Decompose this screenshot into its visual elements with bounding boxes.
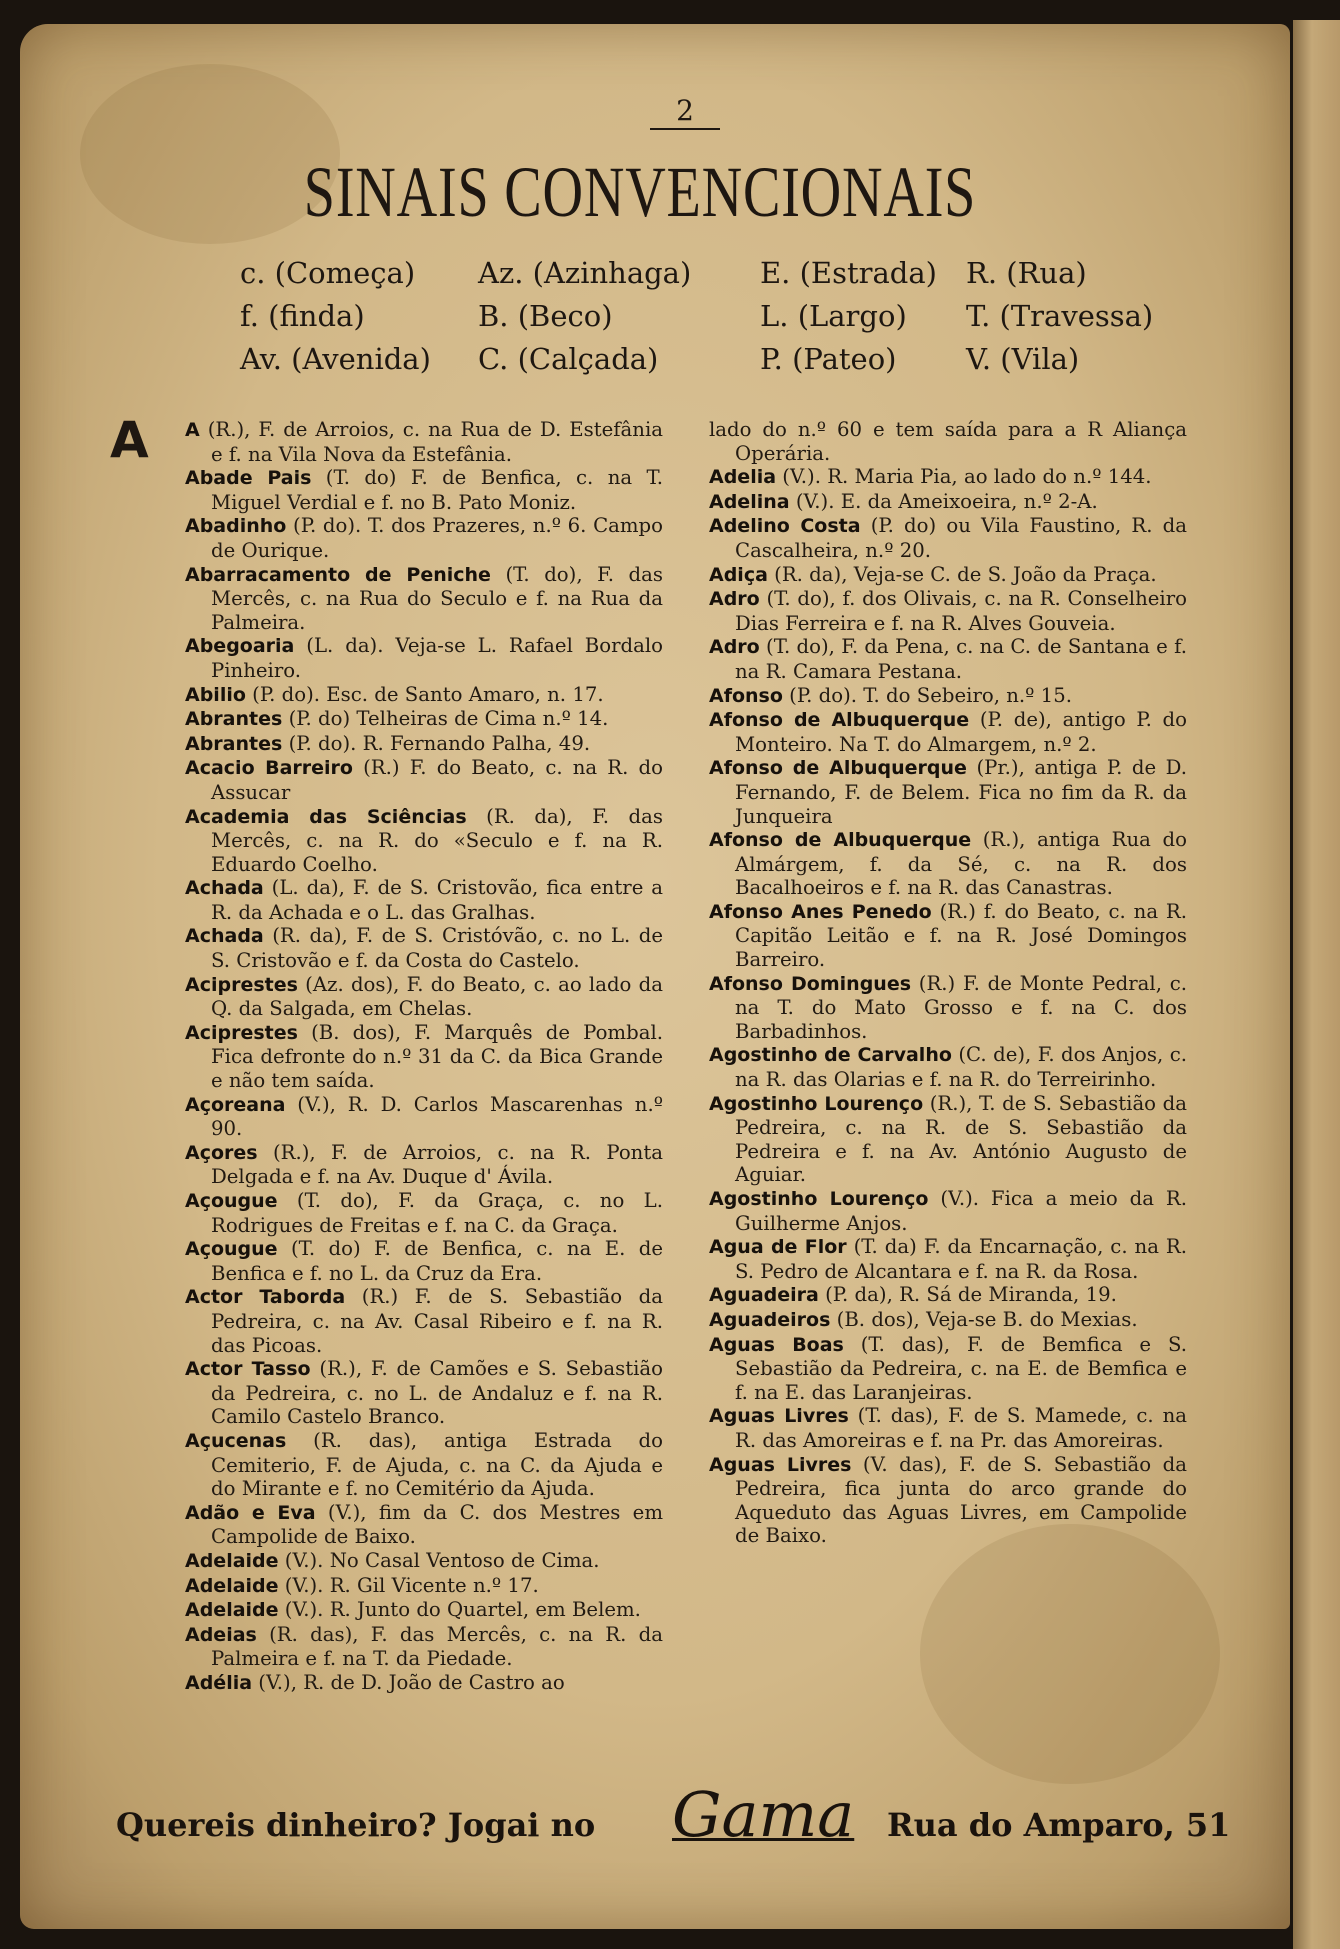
street-description: (P. do). R. Fernando Palha, 49. [282,731,591,755]
street-description: (V.). Fica a meio da R. Guilherme Anjos. [735,1187,1187,1235]
street-description: (R.) F. do Beato, c. na R. do Assucar [211,756,663,804]
street-entry [185,973,663,1021]
street-name: Aciprestes [185,973,298,996]
legend-column-3 [760,252,937,381]
legend-item: f. (finda) [240,299,365,333]
street-description: (R.), F. de Camões e S. Sebastião da Pedreira, c. no L. de Andaluz e f. na R. Camilo Castelo Branco. [211,1357,663,1429]
street-entry [709,1092,1187,1187]
street-description: (V.), R. de D. João de Castro ao [252,1670,565,1694]
street-name: Adelino Costa [709,515,861,538]
street-description: (T. das), F. de Bemfica e S. Sebastião da Pedreira, c. na E. de Bemfica e f. na E. das Laranjeiras. [735,1332,1187,1404]
street-description: (T. do), F. das Mercês, c. na Rua do Seculo e f. na Rua da Palmeira. [211,562,663,634]
street-entry [185,1285,663,1357]
street-entry [185,1021,663,1093]
street-description: (Az. dos), F. do Beato, c. ao lado da Q. da Salgada, em Chelas. [211,972,663,1021]
street-description: (P. do) ou Vila Faustino, R. da Cascalheira, n.º 20. [735,514,1187,562]
legend-item: V. (Vila) [966,342,1080,376]
legend-item: B. (Beco) [478,299,613,333]
street-name: Acacio Barreiro [185,757,353,780]
street-description: (B. dos), F. Marquês de Pombal. Fica defronte do n.º 31 da C. da Bica Grande e não tem saída. [211,1020,663,1093]
section-letter: A [110,411,149,469]
street-name: Actor Tasso [185,1358,311,1381]
street-entry [709,708,1187,756]
street-name: Agostinho de Carvalho [709,1044,952,1067]
street-name: Açucenas [185,1429,287,1452]
street-description: (R. das), antiga Estrada do Cemiterio, F. de Ajuda, c. na C. da Ajuda e do Mirante e f. no Cemitério da Ajuda. [211,1428,663,1501]
street-description: (Pr.), antiga P. de D. Fernando, F. de Belem. Fica no fim da R. da Junqueira [735,756,1188,828]
street-name: Adiça [709,563,768,586]
street-description: (R.) F. de S. Sebastião da Pedreira, c. na Av. Casal Ribeiro e f. na R. das Picoas. [211,1285,664,1357]
street-description: (R. da), F. das Mercês, c. na R. do «Seculo e f. na R. Eduardo Coelho. [211,804,663,876]
street-description: (R. das), F. das Mercês, c. na R. da Palmeira e f. na T. da Piedade. [211,1622,663,1671]
legend-item: Az. (Azinhaga) [478,256,692,290]
entries-left-column [185,418,663,1695]
street-name: Abadinho [185,515,287,538]
advertisement-footer [112,1778,1262,1858]
street-entry [709,828,1187,900]
street-entry [185,1598,663,1623]
street-entry [185,1671,663,1696]
street-entry [185,1141,663,1189]
street-entry [709,684,1187,709]
street-name: Adelaide [185,1599,279,1622]
street-entry [185,1093,663,1141]
street-name: Abarracamento de Peniche [185,563,491,586]
legend-item: P. (Pateo) [760,342,897,376]
street-name: Actor Taborda [185,1286,346,1309]
legend-item: L. (Largo) [760,299,907,333]
street-name: Aguadeira [709,1284,819,1307]
street-entry [709,514,1187,562]
street-name: Açougue [185,1190,278,1212]
street-name: Açores [185,1141,258,1164]
street-description: (L. da). Veja-se L. Rafael Bordalo Pinheiro. [211,634,663,682]
street-entry [709,490,1187,515]
street-name: Abilio [185,683,246,706]
paper-stain [920,1524,1220,1784]
street-name: Adelaide [185,1549,279,1572]
street-entry [185,1623,663,1671]
street-name: Agostinho Lourenço [709,1188,929,1210]
street-entry [185,1237,663,1285]
street-entry [709,1235,1187,1283]
street-name: Academia das Sciências [185,805,467,828]
street-description: (P. do). T. do Sebeiro, n.º 15. [782,683,1072,707]
street-name: Aguas Livres [709,1405,849,1428]
street-description: (T. da) F. da Encarnação, c. na R. S. Pedro de Alcantara e f. na R. da Rosa. [735,1235,1187,1283]
street-entry [185,418,663,466]
street-entry [185,466,663,514]
street-name: Açougue [185,1238,278,1261]
street-name: Afonso Domingues [709,972,912,995]
street-description: (R.) f. do Beato, c. na R. Capitão Leitão e f. na R. José Domingos Barreiro. [735,899,1187,972]
street-description: (P. do). T. dos Prazeres, n.º 6. Campo de Ourique. [211,514,663,562]
street-entry [185,756,663,804]
street-description: (V.). R. Junto do Quartel, em Belem. [278,1598,641,1622]
street-name: Adeias [185,1623,257,1646]
street-description: (R.), F. de Arroios, c. na R. Ponta Delgada e f. na Av. Duque d' Ávila. [211,1140,663,1189]
street-description: (T. das), F. de S. Mamede, c. na R. das Amoreiras e f. na Pr. das Amoreiras. [735,1404,1187,1452]
street-entry [185,805,663,877]
page-number: 2 [650,94,720,130]
street-description: (V.), R. D. Carlos Mascarenhas n.º 90. [211,1092,663,1141]
legend-column-2 [478,252,691,381]
street-entry [709,465,1187,490]
street-name: Adelina [709,490,790,513]
street-description: (L. da), F. de S. Cristovão, fica entre a R. da Achada e o L. das Gralhas. [211,876,663,924]
street-entry [185,683,663,708]
street-description: (T. do) F. de Benfica, c. na E. de Benfica e f. no L. da Cruz da Era. [211,1237,663,1285]
footer-slogan: Quereis dinheiro? Jogai no [116,1806,596,1844]
street-description: (P. de), antigo P. do Monteiro. Na T. do Almargem, n.º 2. [735,708,1187,756]
street-entry [185,924,663,972]
street-entry [709,756,1187,828]
street-entry [709,418,1187,465]
street-entry [185,1574,663,1599]
street-description: (R.) F. de Monte Pedral, c. na T. do Mato Grosso e f. na C. dos Barbadinhos. [735,971,1188,1043]
street-entry [185,1357,663,1429]
street-entry [709,587,1187,635]
street-name: Adro [709,636,760,659]
street-name: Agostinho Lourenço [709,1092,924,1115]
street-name: Agua de Flor [709,1236,847,1259]
street-name: Aguadeiros [709,1308,831,1331]
street-description: (V.), fim da C. dos Mestres em Campolide de Baixo. [211,1500,663,1549]
street-description: (R. da), Veja-se C. de S. João da Praça. [767,562,1157,586]
street-name: Achada [185,925,264,948]
legend-item: C. (Calçada) [478,342,659,376]
street-name: Adelaide [185,1574,279,1597]
street-description: (V.). E. da Ameixoeira, n.º 2-A. [789,489,1098,513]
street-entry [709,972,1187,1044]
street-entry [709,635,1187,683]
legend-column-1 [240,252,431,381]
street-entry [185,634,663,682]
street-name: Abrantes [185,708,283,731]
street-name: Açoreana [185,1093,286,1116]
street-description: (R.), F. de Arroios, c. na Rua de D. Estefânia e f. na Vila Nova da Estefânia. [199,418,663,466]
street-name: Afonso [709,684,783,707]
street-entry [709,1453,1187,1548]
street-description: (T. do), F. da Pena, c. na C. de Santana e f. na R. Camara Pestana. [735,635,1187,683]
street-entry [709,1333,1187,1405]
street-entry [185,732,663,757]
legend-item: T. (Travessa) [966,299,1154,333]
legend-item: R. (Rua) [966,256,1087,290]
street-description: (C. de), F. dos Anjos, c. na R. das Olarias e f. na R. do Terreirinho. [735,1043,1187,1092]
street-name: Aguas Livres [709,1453,852,1476]
street-entry [185,563,663,635]
street-description: (R.), T. de S. Sebastião da Pedreira, c. na R. de S. Sebastião da Pedreira e f. na Av. António Augusto de Aguiar. [735,1091,1187,1187]
legend-item: E. (Estrada) [760,256,937,290]
street-description: (V. das), F. de S. Sebastião da Pedreira, fica junta do arco grande do Aqueduto das Aguas Livres, em Campolide de Baixo. [735,1452,1187,1548]
street-entry [709,1308,1187,1333]
street-name: Afonso Anes Penedo [709,900,932,923]
street-description: (T. do), F. da Graça, c. no L. Rodrigues de Freitas e f. na C. da Graça. [211,1189,663,1237]
legend-column-4 [966,252,1153,381]
legend-item: Av. (Avenida) [240,342,431,376]
street-entry [709,900,1187,972]
street-name: Adelia [709,466,777,489]
street-description: (P. da), R. Sá de Miranda, 19. [818,1283,1117,1307]
street-description: (V.). R. Gil Vicente n.º 17. [278,1573,539,1597]
street-description: (B. dos), Veja-se B. do Mexias. [830,1307,1138,1331]
street-name: Aciprestes [185,1021,298,1044]
street-entry [185,1429,663,1501]
street-entry [185,707,663,732]
street-description: lado do n.º 60 e tem saída para a R Aliança Operária. [709,418,1187,465]
street-description: (T. do), f. dos Olivais, c. na R. Conselheiro Dias Ferreira e f. na R. Alves Gouveia. [735,587,1187,635]
street-description: (V.). No Casal Ventoso de Cima. [278,1548,600,1572]
street-description: (V.). R. Maria Pia, ao lado do n.º 144. [776,465,1152,489]
street-name: Abrantes [185,732,283,755]
street-entry [709,1404,1187,1452]
street-entry [709,563,1187,588]
street-description: (T. do) F. de Benfica, c. na T. Miguel Verdial e f. no B. Pato Moniz. [211,466,663,514]
street-description: (P. do). Esc. de Santo Amaro, n. 17. [245,682,604,706]
street-name: Adro [709,588,760,611]
adjacent-page-edge [1293,20,1340,1949]
street-entry [709,1043,1187,1091]
street-name: Abade Pais [185,467,312,490]
street-entry [709,1187,1187,1235]
street-name: Afonso de Albuquerque [709,829,972,852]
street-entry [185,514,663,562]
street-name: Adão e Eva [185,1501,316,1524]
street-name: Afonso de Albuquerque [709,757,967,780]
street-entry [185,1189,663,1237]
footer-address: Rua do Amparo, 51 [887,1806,1231,1844]
street-name: A [185,419,200,441]
street-name: Achada [185,877,264,900]
entries-right-column [709,418,1187,1548]
street-name: Aguas Boas [709,1333,844,1356]
street-name: Adélia [185,1671,253,1694]
legend-item: c. (Começa) [240,256,416,290]
street-description: (R.), antiga Rua do Almárgem, f. da Sé, c. na R. dos Bacalhoeiros e f. na R. das Canastras. [735,828,1187,900]
street-entry [185,876,663,924]
gama-logo: Gama [672,1778,855,1851]
street-entry [185,1549,663,1574]
street-entry [709,1283,1187,1308]
street-description: (P. do) Telheiras de Cima n.º 14. [282,707,609,731]
page-title: SINAIS CONVENCIONAIS [303,152,977,232]
street-name: Afonso de Albuquerque [709,709,970,732]
street-entry [185,1501,663,1549]
street-name: Abegoaria [185,635,295,658]
street-description: (R. da), F. de S. Cristóvão, c. no L. de S. Cristovão e f. da Costa do Castelo. [211,924,663,973]
